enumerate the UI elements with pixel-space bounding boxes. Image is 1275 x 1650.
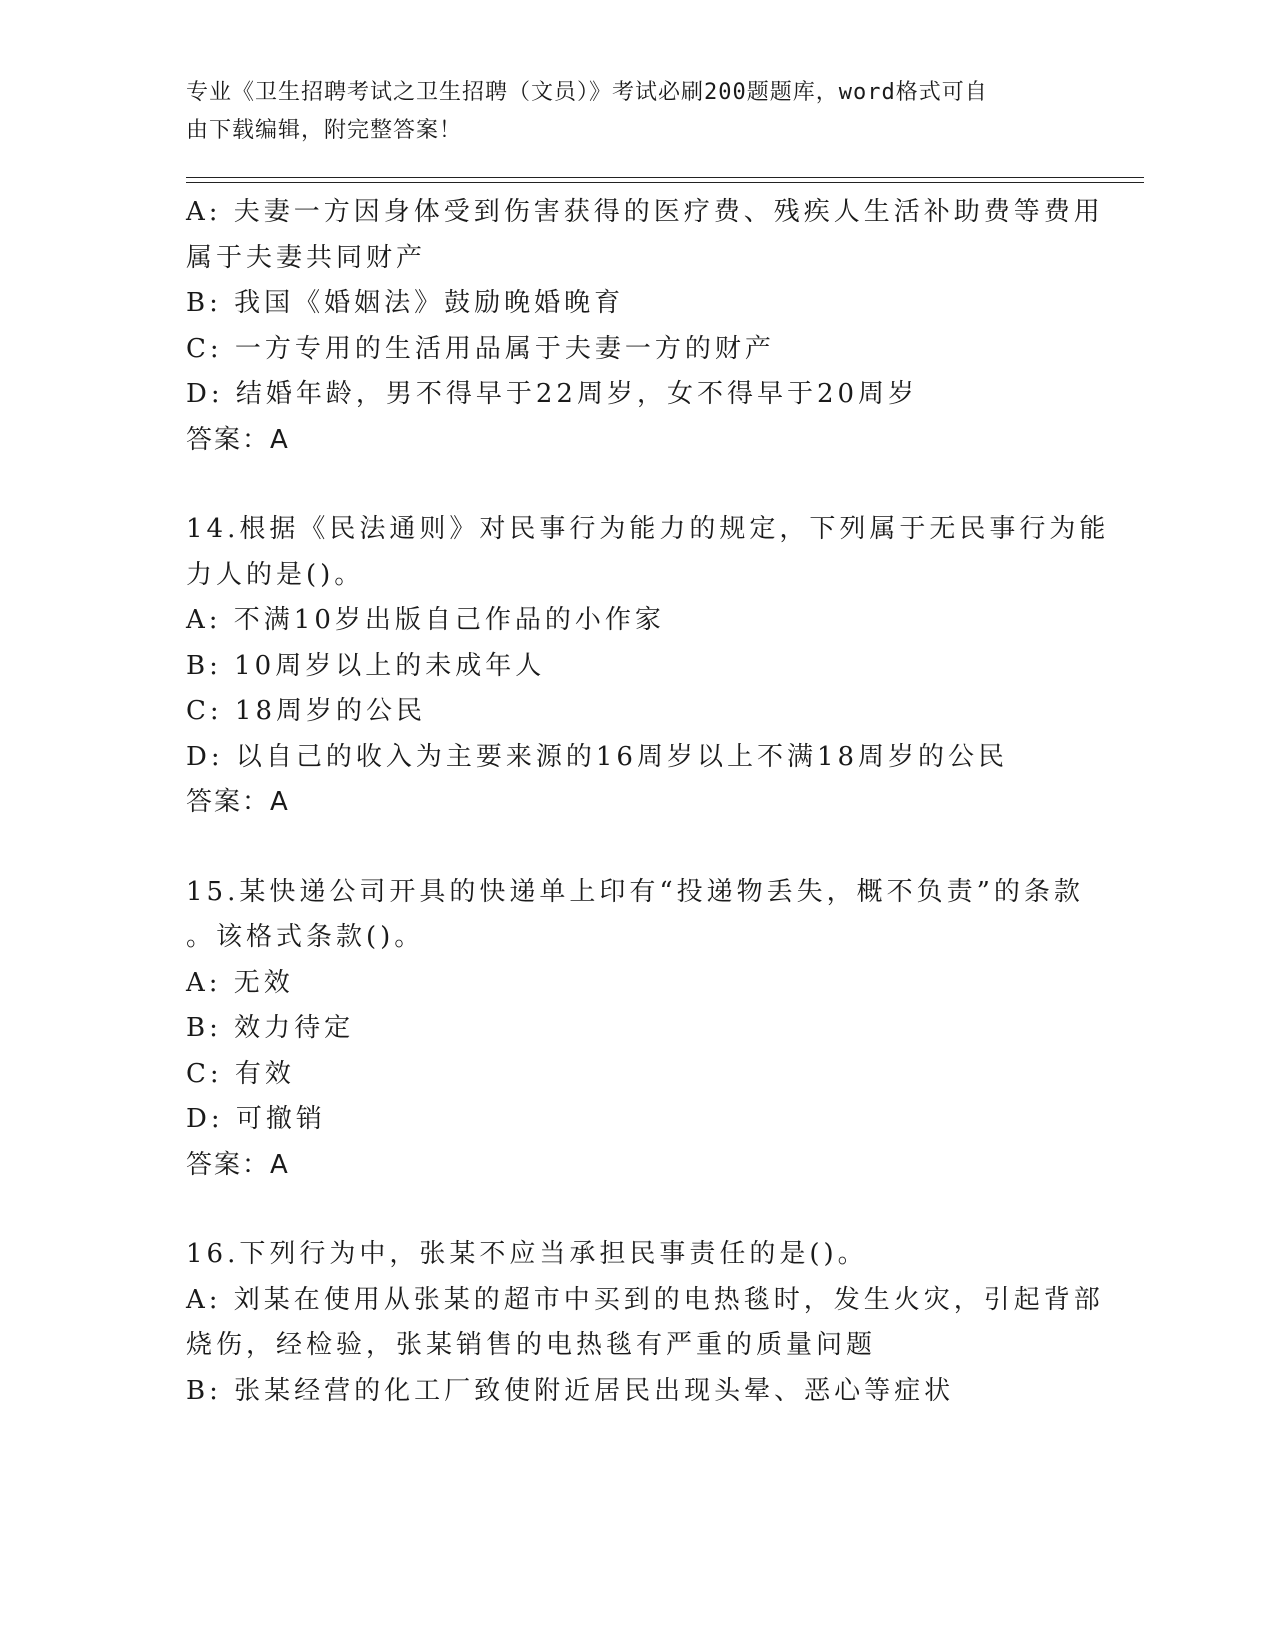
question-13	[186, 190, 1104, 463]
header-rule-top	[186, 177, 1144, 178]
q13-option-b: B: 我国《婚姻法》鼓励晚婚晚育	[186, 288, 625, 318]
q16-option-b: B: 张某经营的化工厂致使附近居民出现头晕、恶心等症状	[186, 1375, 955, 1406]
q13-option-a-line-2: 属于夫妻共同财产	[186, 242, 427, 273]
q15-option-a: A: 无效	[186, 967, 294, 998]
q13-option-d: D: 结婚年龄，男不得早于22周岁，女不得早于20周岁	[186, 379, 919, 409]
question-16	[186, 1232, 1104, 1414]
header-line-1: 专业《卫生招聘考试之卫生招聘（文员）》考试必刷200题题库，word格式可自	[186, 80, 988, 105]
q13-option-a-line-1: A: 夫妻一方因身体受到伤害获得的医疗费、残疾人生活补助费等费用	[186, 197, 1104, 227]
spacer	[186, 1188, 1066, 1232]
header-line-2: 由下载编辑，附完整答案！	[186, 118, 463, 143]
question-15	[186, 870, 1084, 1189]
q14-option-d: D: 以自己的收入为主要来源的16周岁以上不满18周岁的公民	[186, 741, 1009, 772]
q14-answer: 答案：A	[186, 787, 290, 817]
header-rule-bottom	[186, 182, 1144, 183]
q14-option-b: B: 10周岁以上的未成年人	[186, 650, 546, 681]
spacer	[186, 826, 1066, 870]
question-14	[186, 507, 1110, 826]
q14-stem-line-2: 力人的是()。	[186, 559, 365, 590]
q14-stem-line-1: 14.根据《民法通则》对民事行为能力的规定，下列属于无民事行为能	[186, 514, 1110, 544]
q15-option-c: C: 有效	[186, 1058, 295, 1089]
q14-option-c: C: 18周岁的公民	[186, 696, 427, 726]
q15-option-d: D: 可撤销	[186, 1104, 326, 1134]
q14-option-a: A: 不满10岁出版自己作品的小作家	[186, 605, 665, 635]
q13-answer: 答案：A	[186, 424, 290, 455]
q16-option-a-line-1: A: 刘某在使用从张某的超市中买到的电热毯时，发生火灾，引起背部	[186, 1284, 1104, 1315]
q15-answer: 答案：A	[186, 1149, 290, 1180]
q15-option-b: B: 效力待定	[186, 1013, 355, 1043]
q16-stem-line-1: 16.下列行为中，张某不应当承担民事责任的是()。	[186, 1239, 868, 1269]
spacer	[186, 463, 1066, 507]
q15-stem-line-1: 15.某快递公司开具的快递单上印有“投递物丢失，概不负责”的条款	[186, 876, 1084, 907]
q13-option-c: C: 一方专用的生活用品属于夫妻一方的财产	[186, 333, 775, 364]
q16-option-a-line-2: 烧伤，经检验，张某销售的电热毯有严重的质量问题	[186, 1330, 877, 1360]
q15-stem-line-2: 。该格式条款()。	[186, 922, 425, 952]
document-body	[186, 190, 1110, 1414]
document-header	[186, 74, 1066, 150]
